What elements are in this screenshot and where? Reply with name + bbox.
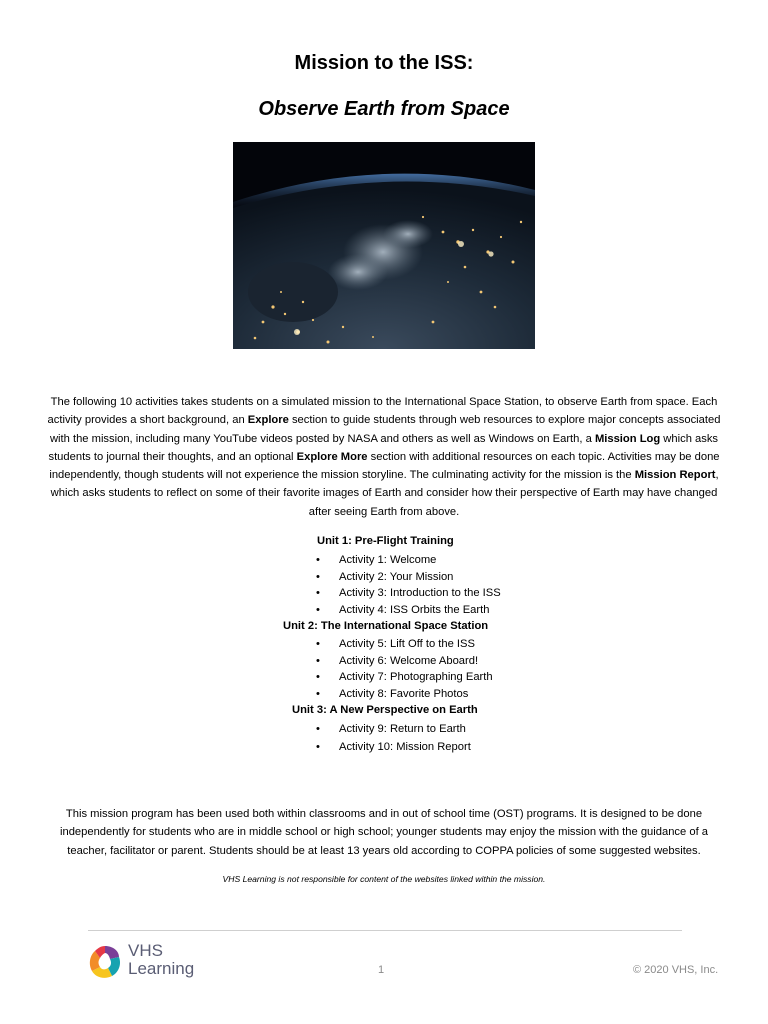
bullet-marker: • [316, 655, 320, 667]
intro-text-3: which asks students to journal their thoughts, and an optional [48, 432, 719, 463]
activity-label: Activity 7: Photographing Earth [339, 671, 493, 683]
activity-label: Activity 5: Lift Off to the ISS [339, 638, 475, 650]
intro-text-2: section to guide students through web resources to explore major concepts associated with the mission, including many YouTube videos posted by NASA and others as well as Windows on Earth, a [49, 414, 721, 445]
logo-line-1: VHS [128, 941, 163, 960]
logo-line-2: Learning [128, 959, 195, 978]
copyright-notice: © 2020 VHS, Inc. [633, 964, 719, 976]
intro-text-1: The following 10 activities takes students on a simulated mission to the International Space Station, to observe Earth from space. Each activity provides a short background, an [47, 396, 718, 427]
activity-label: Activity 1: Welcome [339, 554, 437, 566]
logo-wordmark [128, 942, 194, 978]
activity-label: Activity 6: Welcome Aboard! [339, 655, 479, 667]
bullet-marker: • [316, 587, 320, 599]
explore-term: Explore [247, 414, 289, 427]
mission-report-term: Mission Report [634, 469, 716, 482]
closing-paragraph: This mission program has been used both within classrooms and in out of school time (OST) programs. It is designed to be done independently for students who are in middle school or high school; younger students may enjoy the mission with the guidance of a teacher, facilitator or parent. Students should be at least 13 years old according to COPPA policies of some suggested websites. [59, 808, 709, 857]
unit-heading: Unit 3: A New Perspective on Earth [292, 704, 478, 716]
activity-label: Activity 9: Return to Earth [339, 723, 466, 735]
activity-label: Activity 8: Favorite Photos [339, 688, 469, 700]
bullet-marker: • [316, 723, 320, 735]
intro-paragraph [40, 393, 728, 521]
mission-log-term: Mission Log [594, 432, 661, 445]
vhs-learning-logo [86, 940, 226, 984]
bullet-marker: • [316, 638, 320, 650]
explore-more-term: Explore More [296, 450, 368, 463]
unit-heading: Unit 2: The International Space Station [283, 620, 489, 632]
intro-text-4: section with additional resources on each topic. Activities may be done independently, though students will not experience the mission storyline. The culminating activity for the mission is the [49, 450, 720, 482]
activity-label: Activity 4: ISS Orbits the Earth [339, 604, 490, 616]
bullet-marker: • [316, 604, 320, 616]
earth-at-night-photo [233, 142, 535, 349]
logo-icon [86, 943, 124, 981]
intro-text-5: , which asks students to reflect on some of their favorite images of Earth and consider how their perspective of Earth may have changed after seeing Earth from above. [50, 469, 719, 518]
bullet-marker: • [316, 741, 320, 753]
unit-heading: Unit 1: Pre-Flight Training [317, 535, 454, 547]
bullet-marker: • [316, 688, 320, 700]
bullet-marker: • [316, 554, 320, 566]
document-title: Mission to the ISS: [294, 52, 474, 74]
bullet-marker: • [316, 571, 320, 583]
bullet-marker: • [316, 671, 320, 683]
document-subtitle: Observe Earth from Space [258, 98, 510, 120]
activity-label: Activity 3: Introduction to the ISS [339, 587, 501, 599]
disclaimer-note: VHS Learning is not responsible for content of the websites linked within the mission. [222, 874, 546, 884]
activity-label: Activity 10: Mission Report [339, 741, 471, 753]
activity-label: Activity 2: Your Mission [339, 571, 454, 583]
page-number: 1 [378, 964, 385, 976]
footer-divider [88, 930, 682, 931]
